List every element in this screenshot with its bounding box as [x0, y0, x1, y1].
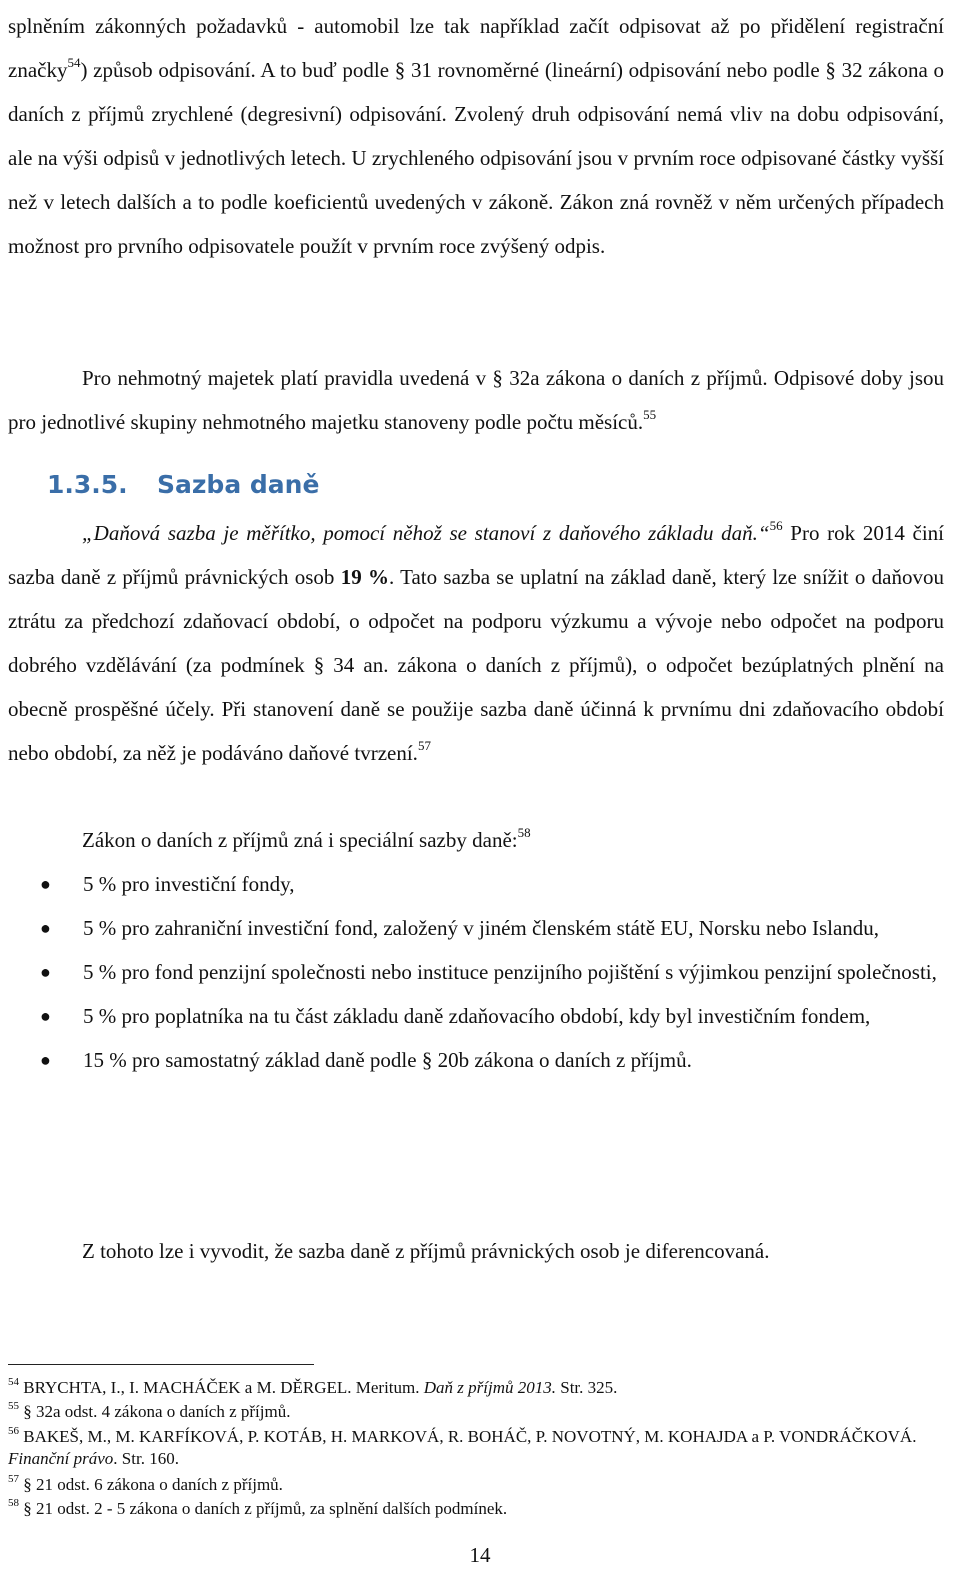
footnote-number: 56 — [8, 1425, 19, 1438]
section-title: Sazba daně — [157, 470, 320, 499]
list-item — [0, 862, 943, 906]
text: Str. 325. — [555, 1378, 618, 1397]
bullet-icon: ● — [40, 874, 51, 894]
text: Pro rok 2014 činí sazba daně z příjmů právnických osob — [8, 521, 944, 589]
quote: „Daňová sazba je měřítko, pomocí něhož se stanoví z daňového základu daň.“ — [82, 521, 770, 545]
text: Finanční právo — [8, 1449, 114, 1468]
list-item — [0, 906, 943, 950]
list-item-text: 5 % pro poplatníka na tu část základu daně zdaňovacího období, kdy byl investičním fondem, — [83, 1004, 871, 1028]
page-number: 14 — [469, 1543, 491, 1567]
footnote-58 — [8, 1498, 948, 1520]
footnote-57 — [8, 1474, 948, 1496]
footnote-54 — [8, 1377, 948, 1399]
text: . Tato sazba se uplatní na základ daně, který lze snížit o daňovou ztrátu za předchozí zdaňovací období, o odpočet na podporu výzkumu a vývoje nebo odpočet na podporu dobrého vzdělávání (za podmínek § 34 an. zákona o daních z příjmů), o odpočet bezúplatných plnění na obecně prospěšné účely. Při stanovení daně se použije sazba daně účinná k prvnímu dni zdaňovacího období nebo období, za něž je podáváno daňové tvrzení. — [8, 565, 945, 765]
paragraph-tax-rate — [8, 511, 944, 775]
text: BAKEŠ, M., M. KARFÍKOVÁ, P. KOTÁB, H. MARKOVÁ, R. BOHÁČ, P. NOVOTNÝ, M. KOHAJDA a P. VONDRÁČKOVÁ. — [19, 1427, 917, 1446]
paragraph-conclusion: Z tohoto lze i vyvodit, že sazba daně z příjmů právnických osob je diferencovaná. — [82, 1239, 770, 1263]
text: § 21 odst. 2 - 5 zákona o daních z příjmů, za splnění dalších podmínek. — [19, 1499, 508, 1518]
footnote-number: 57 — [8, 1473, 19, 1486]
footnote-ref-55[interactable]: 55 — [643, 407, 657, 422]
text: BRYCHTA, I., I. MACHÁČEK a M. DĚRGEL. Meritum. — [19, 1378, 424, 1397]
footnote-ref-58[interactable]: 58 — [517, 825, 531, 840]
list-item-text: 5 % pro investiční fondy, — [83, 872, 295, 896]
text: Zákon o daních z příjmů zná i speciální sazby daně: — [82, 828, 518, 852]
section-number: 1.3.5. — [47, 470, 128, 499]
text: ) způsob odpisování. A to buď podle § 31 rovnoměrné (lineární) odpisování nebo podle § 32 zákona o daních z příjmů zrychlené (degresivní) odpisování. Zvolený druh odpisování nemá vliv na dobu odpisování, ale na výši odpisů v jednotlivých letech. U zrychleného odpisování jsou v prvním roce odpisované částky vyšší než v letech dalších a to podle koeficientů uvedených v zákoně. Zákon zná rovněž v něm určených případech možnost pro prvního odpisovatele použít v prvním roce zvýšený odpis. — [8, 58, 944, 258]
footnote-56 — [8, 1426, 948, 1470]
footnote-separator — [8, 1364, 314, 1365]
special-rates-list — [0, 862, 960, 1082]
paragraph-special-rates-intro — [8, 818, 944, 862]
footnote-number: 54 — [8, 1376, 19, 1389]
list-item — [0, 1038, 943, 1082]
paragraph-depreciation-methods — [8, 4, 944, 268]
tax-rate-value: 19 % — [340, 565, 389, 589]
list-item-text: 5 % pro zahraniční investiční fond, založený v jiném členském státě EU, Norsku nebo Islandu, — [83, 916, 880, 940]
text: Pro nehmotný majetek platí pravidla uvedená v § 32a zákona o daních z příjmů. Odpisové doby jsou pro jednotlivé skupiny nehmotného majetku stanoveny podle počtu měsíců. — [8, 366, 944, 434]
bullet-icon: ● — [40, 962, 51, 982]
footnote-55 — [8, 1401, 948, 1423]
footnote-number: 55 — [8, 1400, 19, 1413]
footnote-ref-56[interactable]: 56 — [769, 518, 783, 533]
list-item — [0, 950, 943, 994]
list-item — [0, 994, 943, 1038]
text: § 21 odst. 6 zákona o daních z příjmů. — [19, 1475, 283, 1494]
text: § 32a odst. 4 zákona o daních z příjmů. — [19, 1402, 291, 1421]
footnote-ref-57[interactable]: 57 — [417, 738, 431, 753]
bullet-icon: ● — [40, 1006, 51, 1026]
bullet-icon: ● — [40, 918, 51, 938]
footnote-number: 58 — [8, 1497, 19, 1510]
text: . Str. 160. — [113, 1449, 179, 1468]
list-item-text: 5 % pro fond penzijní společnosti nebo instituce penzijního pojištění s výjimkou penzijní společnosti, — [83, 960, 937, 984]
text: Daň z příjmů 2013. — [423, 1378, 556, 1397]
text: splněním zákonných požadavků - automobil lze tak například začít odpisovat až po přidělení registrační značky — [8, 14, 944, 82]
bullet-icon: ● — [40, 1050, 51, 1070]
footnote-ref-54[interactable]: 54 — [67, 55, 81, 70]
paragraph-intangible-assets — [8, 356, 944, 444]
section-heading — [47, 463, 319, 507]
list-item-text: 15 % pro samostatný základ daně podle § 20b zákona o daních z příjmů. — [83, 1048, 692, 1072]
